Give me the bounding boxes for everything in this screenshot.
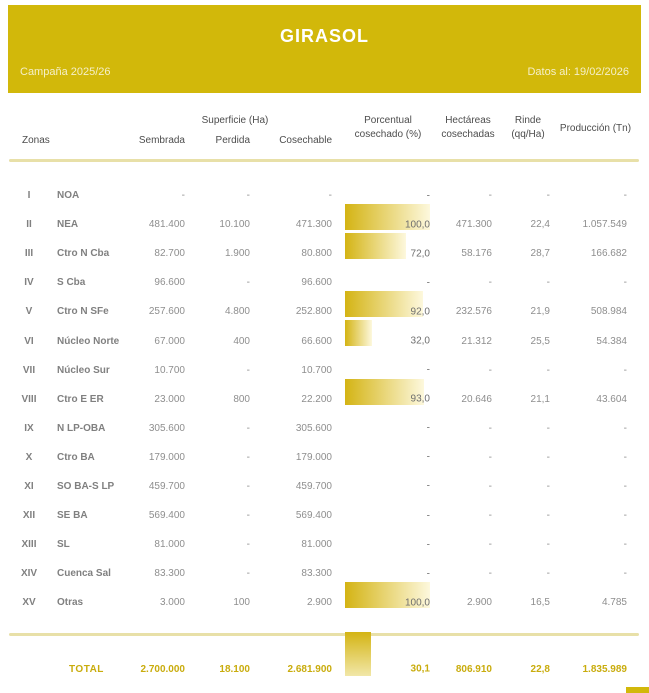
table-body xyxy=(15,162,634,617)
zone-numeral: XV xyxy=(22,597,36,609)
data-date-label: Datos al: 19/02/2026 xyxy=(527,66,629,78)
table-row xyxy=(15,181,634,210)
pct-label: 92,0 xyxy=(410,306,430,318)
report-title: GIRASOL xyxy=(279,26,369,46)
table-row xyxy=(15,501,634,530)
rinde-value: - xyxy=(546,277,550,289)
total-produccion-value: 1.835.989 xyxy=(582,663,627,675)
table-row xyxy=(15,472,634,501)
rinde-value: 21,9 xyxy=(530,306,550,318)
col-header-hectareas-line1: Hectáreas xyxy=(445,115,491,126)
zone-name: S Cba xyxy=(57,277,86,289)
hectareas-value: 471.300 xyxy=(455,219,492,231)
zone-name: SL xyxy=(57,539,70,551)
campaign-label: Campaña 2025/26 xyxy=(20,66,111,78)
total-sembrada-value: 2.700.000 xyxy=(140,663,185,675)
sembrada-value: 81.000 xyxy=(154,539,185,551)
col-header-perdida: Perdida xyxy=(215,134,250,146)
hectareas-value: - xyxy=(488,451,492,463)
harvest-progress-cell xyxy=(339,414,437,443)
cosechable-value: 80.800 xyxy=(301,248,332,260)
hectareas-value: - xyxy=(488,364,492,376)
rinde-value: - xyxy=(546,568,550,580)
total-pct-label: 30,1 xyxy=(410,663,430,675)
perdida-value: - xyxy=(246,422,250,434)
harvest-progress-cell xyxy=(339,588,437,617)
pct-label: 100,0 xyxy=(404,597,430,609)
perdida-value: 1.900 xyxy=(224,248,250,260)
zone-numeral: VI xyxy=(24,335,34,347)
harvest-progress-bar-area xyxy=(345,414,430,443)
zone-numeral: VII xyxy=(22,364,36,376)
zone-numeral: XI xyxy=(24,480,34,492)
cosechable-value: 471.300 xyxy=(295,219,332,231)
table-row xyxy=(15,385,634,414)
hectareas-value: 20.646 xyxy=(461,393,492,405)
zone-name: Ctro BA xyxy=(57,451,95,463)
col-header-rinde-line2: (qq/Ha) xyxy=(511,129,545,140)
col-header-rinde xyxy=(499,114,557,142)
sembrada-value: 67.000 xyxy=(154,335,185,347)
perdida-value: 100 xyxy=(233,597,250,609)
harvest-table xyxy=(15,95,634,693)
hectareas-value: - xyxy=(488,510,492,522)
sembrada-value: 10.700 xyxy=(154,364,185,376)
rinde-value: 22,4 xyxy=(530,219,550,231)
zone-numeral: XIV xyxy=(20,568,38,580)
perdida-value: - xyxy=(246,539,250,551)
produccion-value: 1.057.549 xyxy=(582,219,627,231)
harvest-progress-bar xyxy=(345,320,372,346)
pct-label: 72,0 xyxy=(410,248,430,260)
table-row xyxy=(15,530,634,559)
hectareas-value: - xyxy=(488,190,492,202)
col-header-zonas: Zonas xyxy=(22,134,50,146)
cosechable-value: 22.200 xyxy=(301,393,332,405)
harvest-progress-bar xyxy=(345,233,406,259)
sembrada-value: 23.000 xyxy=(154,393,185,405)
rinde-value: 28,7 xyxy=(530,248,550,260)
perdida-value: 800 xyxy=(233,393,250,405)
cosechable-value: 179.000 xyxy=(295,451,332,463)
harvest-progress-bar-area xyxy=(345,588,430,617)
produccion-value: - xyxy=(623,480,627,492)
rinde-value: - xyxy=(546,480,550,492)
cosechable-value: 459.700 xyxy=(295,480,332,492)
zone-name: Núcleo Norte xyxy=(57,335,120,347)
harvest-progress-cell xyxy=(339,326,437,355)
zone-numeral: IX xyxy=(24,422,34,434)
harvest-progress-bar-area xyxy=(345,239,430,268)
col-group-superficie: Superficie (Ha) xyxy=(201,115,269,126)
perdida-value: - xyxy=(246,190,250,202)
perdida-value: - xyxy=(246,568,250,580)
rinde-value: - xyxy=(546,422,550,434)
zone-name: N LP-OBA xyxy=(57,422,106,434)
sembrada-value: 569.400 xyxy=(148,510,185,522)
total-progress-bar xyxy=(345,632,371,676)
total-label: TOTAL xyxy=(69,663,104,675)
banner-meta xyxy=(20,66,629,78)
perdida-value: - xyxy=(246,277,250,289)
report-banner xyxy=(8,5,641,93)
produccion-value: - xyxy=(623,277,627,289)
harvest-progress-cell xyxy=(339,385,437,414)
sembrada-value: 3.000 xyxy=(159,597,185,609)
table-row xyxy=(15,268,634,297)
sembrada-value: 83.300 xyxy=(154,568,185,580)
col-header-rinde-line1: Rinde xyxy=(514,115,542,126)
zone-name: Cuenca Sal xyxy=(57,568,111,580)
next-section-banner-fragment xyxy=(626,687,649,693)
harvest-progress-bar-area xyxy=(345,530,430,559)
total-progress-bar-area xyxy=(345,644,430,693)
hectareas-value: - xyxy=(488,422,492,434)
produccion-value: 166.682 xyxy=(590,248,627,260)
cosechable-value: - xyxy=(328,190,332,202)
produccion-value: - xyxy=(623,190,627,202)
harvest-progress-bar-area xyxy=(345,501,430,530)
pct-label: - xyxy=(426,190,430,202)
zone-numeral: IV xyxy=(24,277,34,289)
perdida-value: - xyxy=(246,451,250,463)
zone-name: SO BA-S LP xyxy=(57,480,115,492)
table-row xyxy=(15,326,634,355)
zone-name: Otras xyxy=(57,597,84,609)
sembrada-value: 481.400 xyxy=(148,219,185,231)
rinde-value: - xyxy=(546,364,550,376)
col-header-porcentual-line1: Porcentual xyxy=(364,115,412,126)
zone-numeral: X xyxy=(25,451,33,463)
rinde-value: - xyxy=(546,510,550,522)
harvest-progress-bar-area xyxy=(345,472,430,501)
pct-label: 93,0 xyxy=(410,393,430,405)
produccion-value: 43.604 xyxy=(596,393,627,405)
produccion-value: - xyxy=(623,451,627,463)
hectareas-value: 232.576 xyxy=(455,306,492,318)
zone-name: Ctro E ER xyxy=(57,393,104,405)
total-perdida-value: 18.100 xyxy=(219,663,250,675)
hectareas-value: - xyxy=(488,277,492,289)
table-row xyxy=(15,210,634,239)
total-rinde-value: 22,8 xyxy=(530,663,550,675)
zone-name: SE BA xyxy=(57,510,88,522)
pct-label: - xyxy=(426,422,430,434)
hectareas-value: 21.312 xyxy=(461,335,492,347)
zone-numeral: XIII xyxy=(21,539,37,551)
perdida-value: - xyxy=(246,480,250,492)
rinde-value: 21,1 xyxy=(530,393,550,405)
zone-numeral: II xyxy=(26,219,32,231)
pct-label: - xyxy=(426,364,430,376)
pct-label: 32,0 xyxy=(410,335,430,347)
cosechable-value: 569.400 xyxy=(295,510,332,522)
pct-label: - xyxy=(426,510,430,522)
harvest-progress-cell xyxy=(339,472,437,501)
col-header-hectareas xyxy=(437,114,499,142)
cosechable-value: 83.300 xyxy=(301,568,332,580)
col-header-porcentual xyxy=(339,114,437,142)
zone-numeral: I xyxy=(27,190,31,202)
pct-label: - xyxy=(426,568,430,580)
total-row xyxy=(15,644,634,693)
pct-label: - xyxy=(426,539,430,551)
zone-name: NEA xyxy=(57,219,79,231)
total-cosechable-value: 2.681.900 xyxy=(287,663,332,675)
col-header-hectareas-line2: cosechadas xyxy=(441,129,495,140)
hectareas-value: - xyxy=(488,480,492,492)
table-row xyxy=(15,559,634,588)
harvest-progress-bar-area xyxy=(345,385,430,414)
sembrada-value: 459.700 xyxy=(148,480,185,492)
total-hectareas-value: 806.910 xyxy=(455,663,492,675)
produccion-value: 54.384 xyxy=(596,335,627,347)
produccion-value: 508.984 xyxy=(590,306,627,318)
table-row xyxy=(15,443,634,472)
pct-label: - xyxy=(426,277,430,289)
hectareas-value: - xyxy=(488,568,492,580)
sembrada-value: 257.600 xyxy=(148,306,185,318)
table-row xyxy=(15,239,634,268)
table-row xyxy=(15,297,634,326)
perdida-value: 4.800 xyxy=(224,306,250,318)
zone-numeral: VIII xyxy=(21,393,37,405)
zone-numeral: XII xyxy=(22,510,36,522)
cosechable-value: 66.600 xyxy=(301,335,332,347)
rinde-value: 16,5 xyxy=(530,597,550,609)
hectareas-value: - xyxy=(488,539,492,551)
perdida-value: - xyxy=(246,364,250,376)
rinde-value: - xyxy=(546,451,550,463)
sembrada-value: 179.000 xyxy=(148,451,185,463)
table-row xyxy=(15,356,634,385)
harvest-progress-cell xyxy=(339,443,437,472)
zone-numeral: V xyxy=(25,306,33,318)
harvest-progress-cell xyxy=(339,530,437,559)
harvest-progress-cell xyxy=(339,239,437,268)
rinde-value: - xyxy=(546,190,550,202)
sembrada-value: 82.700 xyxy=(154,248,185,260)
pct-label: - xyxy=(426,451,430,463)
produccion-value: - xyxy=(623,364,627,376)
cosechable-value: 81.000 xyxy=(301,539,332,551)
harvest-progress-cell xyxy=(339,501,437,530)
produccion-value: - xyxy=(623,510,627,522)
zone-name: NOA xyxy=(57,190,80,202)
sembrada-value: - xyxy=(181,190,185,202)
hectareas-value: 2.900 xyxy=(466,597,492,609)
sembrada-value: 305.600 xyxy=(148,422,185,434)
cosechable-value: 96.600 xyxy=(301,277,332,289)
col-header-cosechable: Cosechable xyxy=(279,134,332,146)
zone-name: Núcleo Sur xyxy=(57,364,110,376)
zone-numeral: III xyxy=(24,248,34,260)
rinde-value: 25,5 xyxy=(530,335,550,347)
pct-label: - xyxy=(426,480,430,492)
cosechable-value: 10.700 xyxy=(301,364,332,376)
produccion-value: - xyxy=(623,539,627,551)
total-divider xyxy=(9,633,639,636)
harvest-progress-bar-area xyxy=(345,443,430,472)
harvest-progress-bar-area xyxy=(345,326,430,355)
table-row xyxy=(15,588,634,617)
zone-name: Ctro N Cba xyxy=(57,248,110,260)
perdida-value: 400 xyxy=(233,335,250,347)
table-row xyxy=(15,414,634,443)
total-progress-cell xyxy=(339,644,437,693)
hectareas-value: 58.176 xyxy=(461,248,492,260)
col-header-produccion: Producción (Tn) xyxy=(559,122,632,134)
col-header-sembrada: Sembrada xyxy=(138,134,185,146)
table-header xyxy=(15,95,634,152)
produccion-value: 4.785 xyxy=(601,597,627,609)
pct-label: 100,0 xyxy=(404,219,430,231)
perdida-value: 10.100 xyxy=(219,219,250,231)
cosechable-value: 305.600 xyxy=(295,422,332,434)
cosechable-value: 252.800 xyxy=(295,306,332,318)
perdida-value: - xyxy=(246,510,250,522)
produccion-value: - xyxy=(623,568,627,580)
col-header-porcentual-line2: cosechado (%) xyxy=(354,129,422,140)
produccion-value: - xyxy=(623,422,627,434)
rinde-value: - xyxy=(546,539,550,551)
sembrada-value: 96.600 xyxy=(154,277,185,289)
zone-name: Ctro N SFe xyxy=(57,306,109,318)
cosechable-value: 2.900 xyxy=(306,597,332,609)
